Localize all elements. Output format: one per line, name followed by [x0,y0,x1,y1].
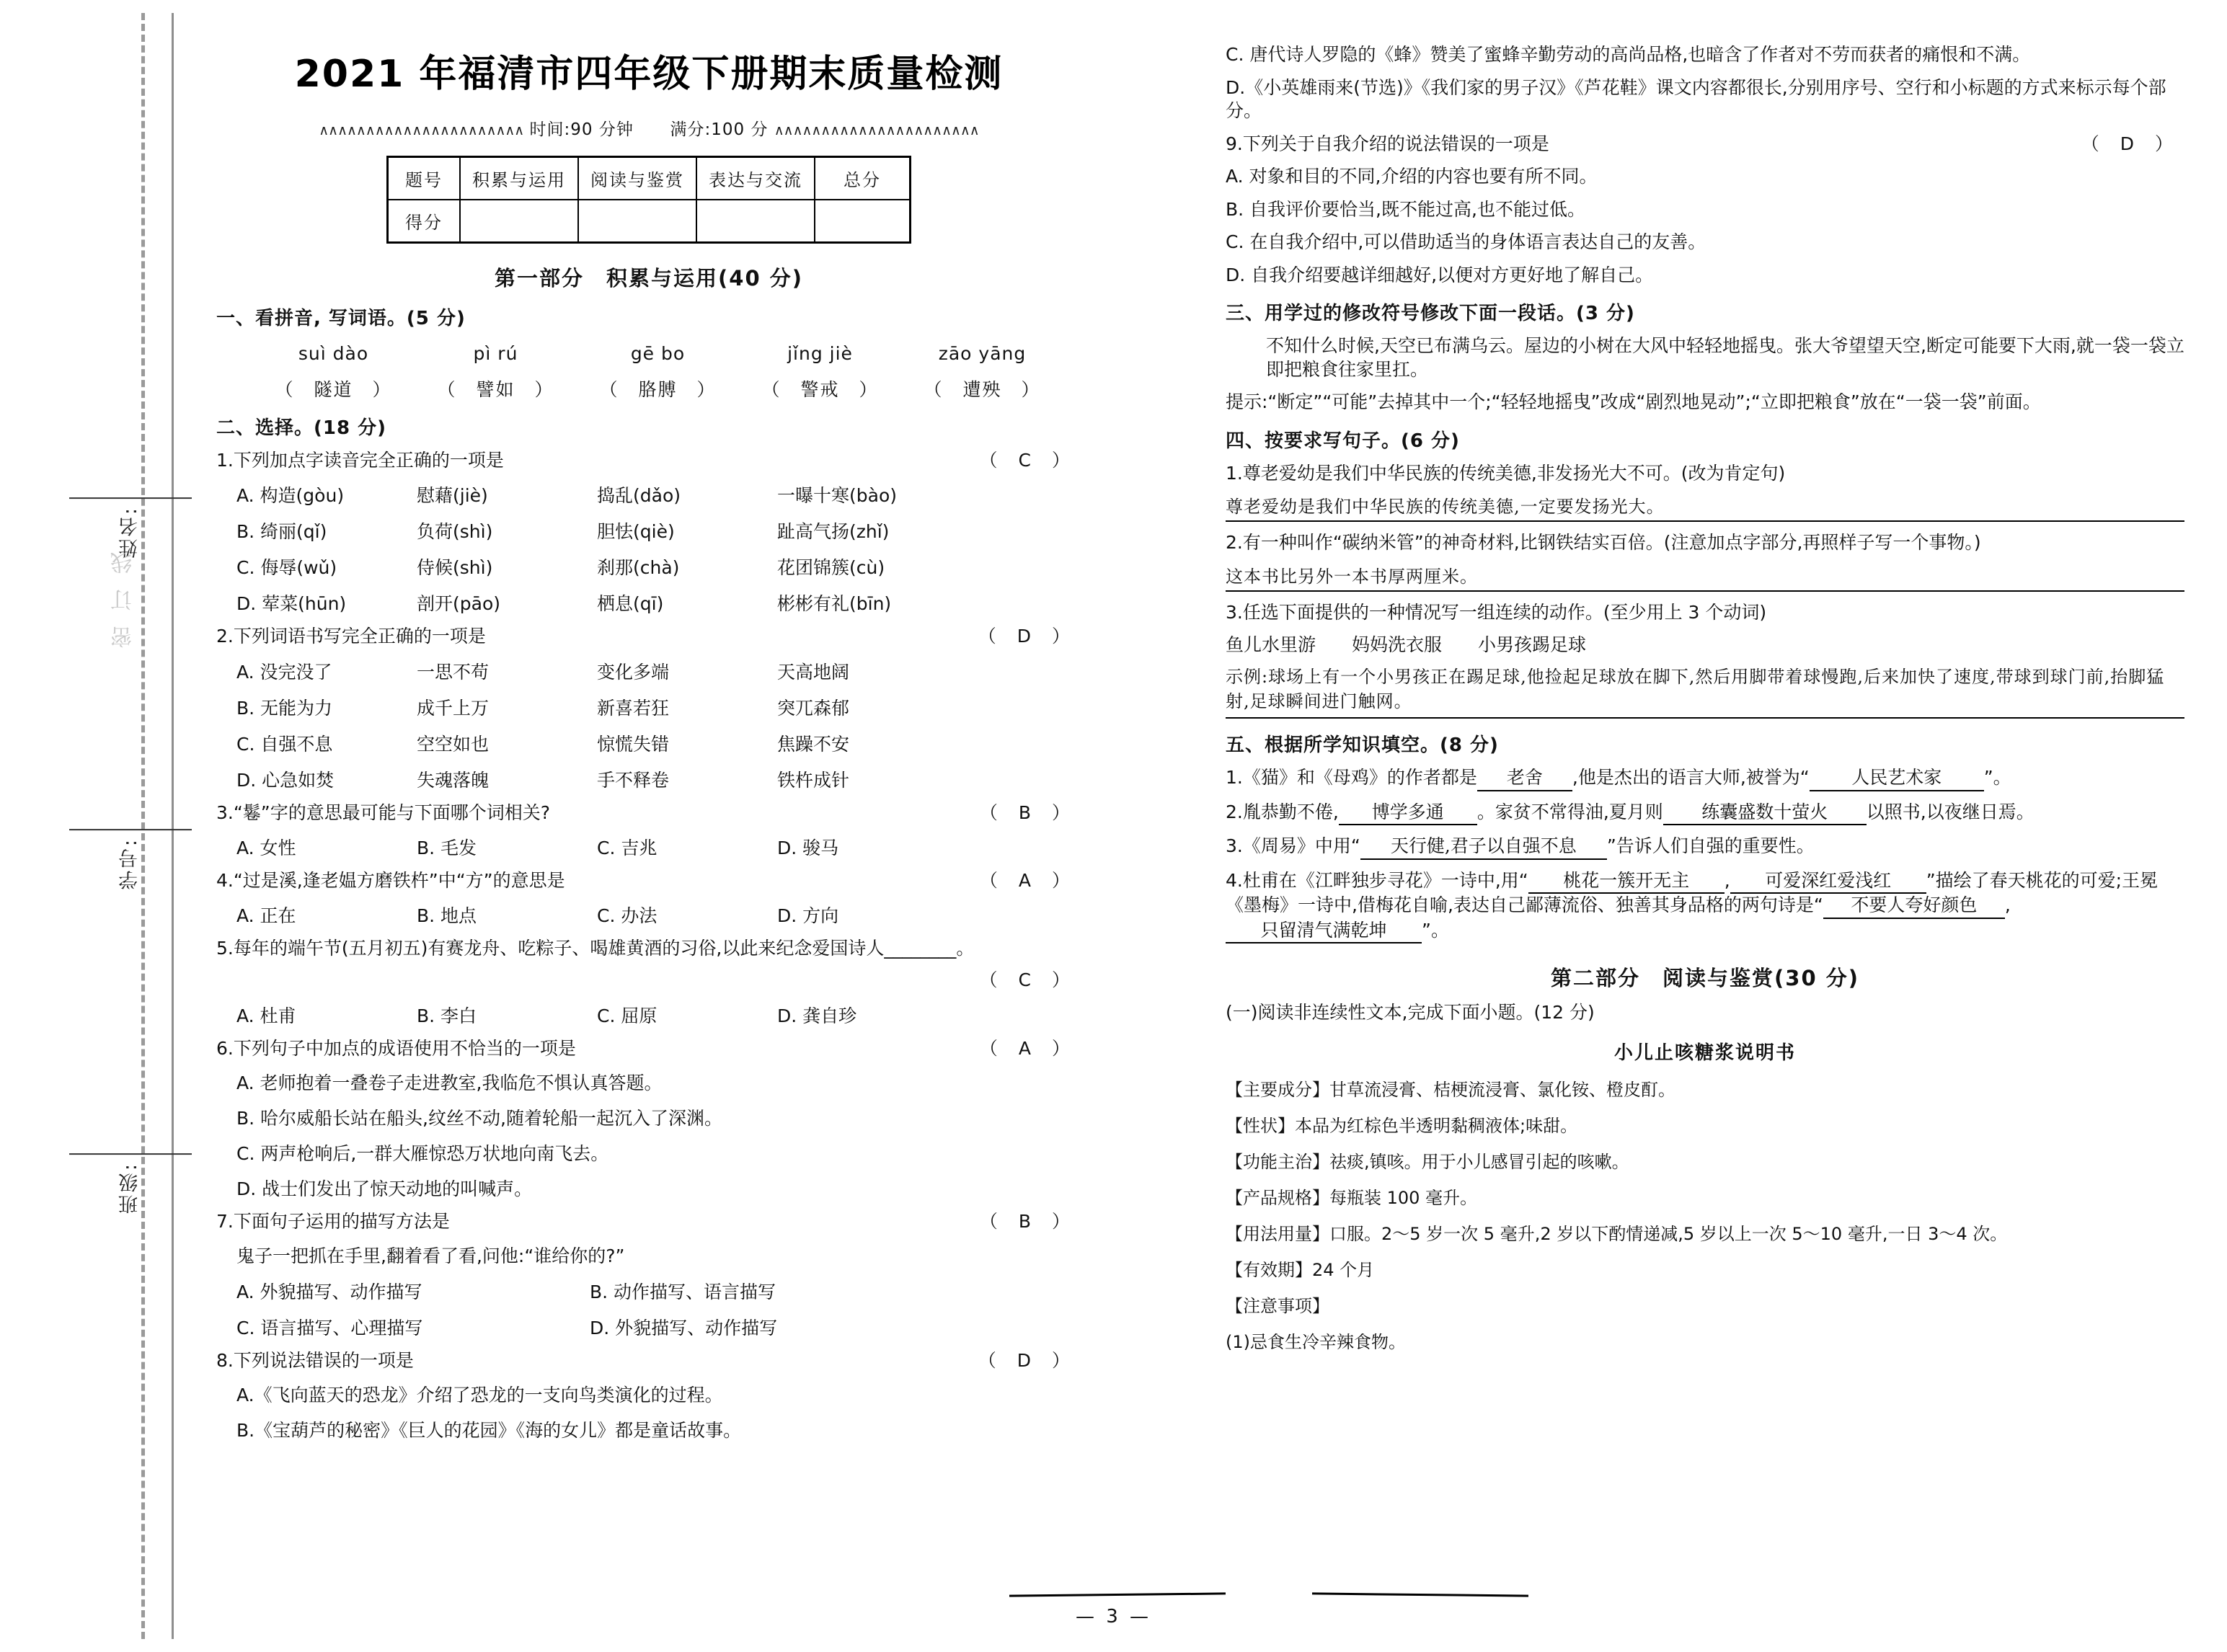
part2-heading: 第二部分 阅读与鉴赏(30 分) [1551,966,1859,991]
question-9-num: 9. [1226,133,1243,154]
section5-item-3-post: ”告诉人们自强的重要性。 [1606,835,1815,857]
option-1a-3[interactable]: 一曝十寒(bào) [777,485,897,507]
footer-rule-right [1312,1592,1528,1597]
section5-heading: 五、根据所学知识填空。(8 分) [1226,734,1499,757]
right-column [1226,43,2184,1353]
answer-word-4[interactable]: （ 遭殃 ） [924,379,1041,400]
section5-item-4-fill3[interactable]: 不要人夸好颜色 [1823,894,2005,919]
section5-item-4-fill2[interactable]: 可爱深红爱浅红 [1730,869,1926,894]
score-cell-2[interactable] [578,200,696,243]
section4-item-3-num: 3. [1226,601,1243,623]
option-2b-2[interactable]: 新喜若狂 [597,697,670,719]
question-5-num: 5. [216,938,234,959]
question-7-quote: 鬼子一把抓在手里,翻着看了看,问他:“谁给你的?” [236,1245,625,1266]
wave-decoration-right: ∧∧∧∧∧∧∧∧∧∧∧∧∧∧∧∧∧∧∧∧∧∧ [774,123,979,138]
section5-item-1 [1226,766,2184,791]
section5-item-1-num: 1. [1226,767,1243,789]
option-6-3[interactable]: D. 战士们发出了惊天动地的叫喊声。 [236,1178,533,1199]
section4-item-3-answer[interactable]: 示例:球场上有一个小男孩正在踢足球,他捡起足球放在脚下,然后用脚带着球慢跑,后来加快了速度,带球到球门前,抬脚猛射,足球瞬间进门触网。 [1226,665,2184,719]
question-6-stem: 下列句子中加点的成语使用不恰当的一项是 [233,1037,576,1059]
option-3-1[interactable]: B. 毛发 [417,837,477,858]
pinyin-2: gē bo [630,343,686,364]
score-cell-1[interactable] [460,200,578,243]
section5-item-4 [1226,869,2184,944]
question-7-options-row-b [216,1314,1081,1340]
score-header-1: 积累与运用 [460,157,578,200]
answer-word-3[interactable]: （ 警戒 ） [761,379,879,400]
answer-word-0[interactable]: （ 隧道 ） [275,379,392,400]
option-1b-2[interactable]: 胆怯(qiè) [597,521,675,543]
option-8-1[interactable]: B.《宝葫芦的秘密》《巨人的花园》《海的女儿》都是童话故事。 [236,1420,742,1442]
question-2-options-row-a [216,658,1081,684]
option-1a-0[interactable]: A. 构造(gòu) [236,485,345,507]
section4-item-2-prompt [1226,531,2184,555]
option-2b-3[interactable]: 突兀森郁 [777,697,850,719]
question-5-stem: 每年的端午节(五月初五)有赛龙舟、吃粽子、喝雄黄酒的习俗,以此来纪念爱国诗人________。 [233,938,975,959]
question-2-options-row-d [216,766,1081,792]
section3-paragraph[interactable]: 不知什么时候,天空已布满乌云。屋边的小树在大风中轻轻地摇曳。张大爷望望天空,断定可能要下大雨,就一袋一袋立即把粮食往家里扛。 [1266,335,2184,380]
option-1a-1[interactable]: 慰藉(jiè) [417,485,488,507]
question-3-num: 3. [216,801,234,823]
option-1d-0[interactable]: D. 荤菜(hūn) [236,593,347,615]
field-student-id-label: 学号: [119,838,141,890]
section5-item-4-mid2: , [2004,894,2011,916]
option-7b-0[interactable]: C. 语言描写、心理描写 [236,1318,423,1338]
question-6-answer[interactable]: （ A ） [979,1037,1071,1059]
option-1d-2[interactable]: 栖息(qī) [597,593,664,615]
question-8-stem: 下列说法错误的一项是 [233,1350,414,1371]
option-1b-1[interactable]: 负荷(shì) [417,521,493,543]
section5-item-4-num: 4. [1226,869,1243,891]
option-9-0[interactable]: A. 对象和目的不同,介绍的内容也要有所不同。 [1226,166,1598,187]
question-1-options-row-c [216,554,1081,579]
medicine-line-6: 【注意事项】 [1226,1295,1329,1316]
answer-word-row [216,376,1081,401]
option-2a-0[interactable]: A. 没完没了 [236,661,332,683]
option-6-0[interactable]: A. 老师抱着一叠卷子走进教室,我临危不惧认真答题。 [236,1072,663,1093]
question-5-options [216,1002,1081,1028]
section3-heading: 三、用学过的修改符号修改下面一段话。(3 分) [1226,303,1635,324]
section5-item-4-post2: ”。 [1422,919,1449,941]
question-6-num: 6. [216,1037,234,1059]
section5-item-2-fill2[interactable]: 练囊盛数十萤火 [1663,801,1867,826]
section5-item-4-mid: , [1724,869,1730,891]
field-student-id [69,829,177,889]
medicine-line-5: 【有效期】24 个月 [1226,1259,1375,1280]
question-2-options-row-b [216,694,1081,720]
option-2a-2[interactable]: 变化多端 [597,661,670,683]
question-5-answer[interactable]: （ C ） [979,969,1071,991]
section5-item-2-num: 2. [1226,801,1243,822]
option-1c-3[interactable]: 花团锦簇(cù) [777,557,885,579]
question-7-num: 7. [216,1210,234,1232]
section4-item-1-prompt [1226,462,2184,486]
question-9-answer[interactable]: （ D ） [2081,133,2174,154]
option-6-1[interactable]: B. 哈尔威船长站在船头,纹丝不动,随着轮船一起沉入了深渊。 [236,1107,722,1129]
section5-item-4-pre: 杜甫在《江畔独步寻花》一诗中,用“ [1242,869,1528,891]
section4-item-3-prompt [1226,601,2184,625]
question-5-answer-row [216,969,1081,991]
option-2c-2[interactable]: 惊慌失错 [597,733,670,755]
binding-dashed-line [141,13,145,1639]
option-2c-1[interactable]: 空空如也 [417,733,490,755]
option-5-2[interactable]: C. 屈原 [597,1005,658,1026]
option-7a-1[interactable]: B. 动作描写、语言描写 [590,1282,776,1302]
section3-hint: 提示:“断定”“可能”去掉其中一个;“轻轻地摇曳”改成“剧烈地晃动”;“立即把粮食”放在“一袋一袋”前面。 [1226,391,2041,412]
section4-heading: 四、按要求写句子。(6 分) [1226,430,1460,452]
option-3-2[interactable]: C. 吉兆 [597,837,658,858]
option-3-3[interactable]: D. 骏马 [777,837,839,858]
question-9-stem: 下列关于自我介绍的说法错误的一项是 [1242,133,1549,154]
question-3 [216,801,1081,824]
question-4-answer[interactable]: （ A ） [979,869,1071,891]
field-name-label: 姓名: [119,506,141,559]
option-1a-2[interactable]: 捣乱(dǎo) [597,485,681,507]
question-4-num: 4. [216,869,234,891]
section5-item-2-mid: 。家贫不常得油,夏月则 [1476,801,1663,822]
pinyin-3: jǐng jiè [787,343,853,364]
question-8-answer[interactable]: （ D ） [978,1350,1071,1371]
question-1 [216,449,1081,471]
section5-item-1-mid: ,他是杰出的语言大师,被誉为“ [1572,767,1810,789]
section5-item-2-post: 以照书,以夜继日焉。 [1866,801,2035,822]
option-7a-0[interactable]: A. 外貌描写、动作描写 [236,1282,422,1302]
question-6 [216,1037,1081,1060]
option-2a-3[interactable]: 天高地阔 [777,661,850,683]
section5-item-3-num: 3. [1226,835,1243,857]
seal-line-watermark: 密 订 线 [111,548,136,649]
pinyin-0: suì dào [298,343,369,364]
section5-item-3-pre: 《周易》中用“ [1242,835,1360,857]
section5-item-1-post: ”。 [1983,767,2011,789]
exam-total-score: 满分:100 分 [670,120,769,139]
table-row [388,157,911,200]
question-7-stem: 下面句子运用的描写方法是 [233,1210,450,1232]
answer-word-2[interactable]: （ 胳膊 ） [599,379,717,400]
section5-item-1-fill2[interactable]: 人民艺术家 [1810,766,1984,791]
section5-item-3-fill1[interactable]: 天行健,君子以自强不息 [1360,835,1607,860]
question-1-options-row-a [216,481,1081,507]
question-7-options-row-a [216,1278,1081,1304]
question-3-stem: “鬈”字的意思最可能与下面哪个词相关? [233,801,551,823]
section5-item-2-pre: 胤恭勤不倦, [1242,801,1339,822]
option-6-2[interactable]: C. 两声枪响后,一群大雁惊恐万状地向南飞去。 [236,1142,609,1164]
pinyin-row [216,343,1081,364]
option-2d-2[interactable]: 手不释卷 [597,769,670,791]
section5-item-4-post: ”描绘了春天桃花的可爱;王冕《墨梅》一诗中,借梅花自喻,表达自己鄙薄流俗、独善其身品格的两句诗是“ [1226,869,2159,916]
page-number: — 3 — [1075,1606,1152,1627]
option-2b-1[interactable]: 成千上万 [417,697,490,719]
option-1d-1[interactable]: 剖开(pāo) [417,593,500,615]
section5-item-3 [1226,835,2184,860]
question-3-answer[interactable]: （ B ） [979,801,1071,823]
section4-item-1-answer[interactable]: 尊老爱幼是我们中华民族的传统美德,一定要发扬光大。 [1226,492,2184,522]
option-2c-3[interactable]: 焦躁不安 [777,733,850,755]
option-8-0[interactable]: A.《飞向蓝天的恐龙》介绍了恐龙的一支向鸟类演化的过程。 [236,1385,723,1406]
section4-item-2-answer[interactable]: 这本书比另外一本书厚两厘米。 [1226,562,2184,592]
score-row-label: 得分 [388,200,461,243]
question-2-num: 2. [216,626,234,647]
medicine-line-2: 【功能主治】祛痰,镇咳。用于小儿感冒引起的咳嗽。 [1226,1151,1629,1172]
option-8-3[interactable]: D.《小英雄雨来(节选)》《我们家的男子汉》《芦花鞋》课文内容都很长,分别用序号、空行和小标题的方式来标示每个部分。 [1226,76,2166,121]
field-class [69,1153,177,1214]
exam-time: 时间:90 分钟 [529,120,634,139]
pinyin-4: zāo yāng [938,343,1027,364]
section5-item-4-fill1[interactable]: 桃花一簇开无主 [1528,869,1725,894]
medicine-line-4: 【用法用量】口服。2～5 岁一次 5 毫升,2 岁以下酌情递减,5 岁以上一次 5～10 毫升,一日 3～4 次。 [1226,1223,2008,1244]
question-1-answer[interactable]: （ C ） [979,450,1071,471]
section4-item-3-choices[interactable]: 鱼儿水里游 妈妈洗衣服 小男孩踢足球 [1226,634,1587,655]
option-9-1[interactable]: B. 自我评价要恰当,既不能过高,也不能过低。 [1226,198,1585,220]
option-2d-0[interactable]: D. 心急如焚 [236,769,335,791]
section2-heading: 二、选择。(18 分) [216,417,386,439]
score-header-3: 表达与交流 [696,157,815,200]
question-7-answer[interactable]: （ B ） [979,1210,1071,1232]
option-2d-1[interactable]: 失魂落魄 [417,769,490,791]
question-1-options-row-b [216,518,1081,543]
section4-item-2-text: 有一种叫作“碳纳米管”的神奇材料,比钢铁结实百倍。(注意加点字部分,再照样子写一个事物。) [1242,532,1981,553]
medicine-line-3: 【产品规格】每瓶装 100 毫升。 [1226,1187,1478,1208]
option-1c-0[interactable]: C. 侮辱(wǔ) [236,557,337,579]
field-class-label: 班级: [119,1162,141,1214]
question-4 [216,869,1081,892]
option-7b-1[interactable]: D. 外貌描写、动作描写 [590,1318,778,1338]
option-2c-0[interactable]: C. 自强不息 [236,733,333,755]
page-title: 2021 年福清市四年级下册期末质量检测 [294,53,1004,96]
medicine-doc-title: 小儿止咳糖浆说明书 [1613,1042,1796,1064]
option-1b-3[interactable]: 趾高气扬(zhǐ) [777,521,890,543]
option-4-0[interactable]: A. 正在 [236,905,296,926]
option-8-2[interactable]: C. 唐代诗人罗隐的《蜂》赞美了蜜蜂辛勤劳动的高尚品格,也暗含了作者对不劳而获者的痛恨和不满。 [1226,44,2031,65]
section5-item-1-fill1[interactable]: 老舍 [1477,766,1572,791]
option-9-2[interactable]: C. 在自我介绍中,可以借助适当的身体语言表达自己的友善。 [1226,231,1706,252]
question-2-options-row-c [216,730,1081,756]
option-2a-1[interactable]: 一思不苟 [417,661,490,683]
question-1-options-row-d [216,590,1081,616]
option-4-1[interactable]: B. 地点 [417,905,477,926]
table-row [388,200,911,243]
option-3-0[interactable]: A. 女性 [236,837,296,858]
medicine-line-0: 【主要成分】甘草流浸膏、桔梗流浸膏、氯化铵、橙皮酊。 [1226,1079,1675,1100]
question-3-options [216,834,1081,860]
question-2-answer[interactable]: （ D ） [978,626,1071,647]
section4-item-2-num: 2. [1226,532,1243,553]
score-cell-4[interactable] [815,200,911,243]
option-5-1[interactable]: B. 李白 [417,1005,477,1026]
pinyin-1: pì rú [473,343,518,364]
part1-heading: 第一部分 积累与运用(40 分) [495,266,803,290]
question-2 [216,625,1081,647]
question-4-stem: “过是溪,逢老媪方磨铁杵”中“方”的意思是 [233,869,565,891]
question-1-stem: 下列加点字读音完全正确的一项是 [233,450,504,471]
section4-item-3-text: 任选下面提供的一种情况写一组连续的动作。(至少用上 3 个动词) [1242,601,1767,623]
question-9 [1226,133,2184,156]
option-5-0[interactable]: A. 杜甫 [236,1005,296,1026]
question-2-stem: 下列词语书写完全正确的一项是 [233,626,486,647]
question-8 [216,1349,1081,1372]
option-1d-3[interactable]: 彬彬有礼(bīn) [777,593,892,615]
score-table-wrapper [216,156,1081,244]
question-4-options [216,902,1081,928]
medicine-line-1: 【性状】本品为红棕色半透明黏稠液体;味甜。 [1226,1115,1578,1136]
section4-item-1-num: 1. [1226,462,1243,484]
binding-solid-line [172,13,174,1639]
score-table [386,156,911,244]
part2-sub-heading: (一)阅读非连续性文本,完成下面小题。(12 分) [1226,1002,1595,1023]
section5-item-1-pre: 《猫》和《母鸡》的作者都是 [1242,767,1477,789]
option-4-3[interactable]: D. 方向 [777,905,839,926]
section5-item-2 [1226,801,2184,826]
option-1c-2[interactable]: 刹那(chà) [597,557,680,579]
option-1c-1[interactable]: 侍候(shì) [417,557,493,579]
score-header-0: 题号 [388,157,461,200]
question-1-num: 1. [216,450,234,471]
section4-item-1-text: 尊老爱幼是我们中华民族的传统美德,非发扬光大不可。(改为肯定句) [1242,462,1786,484]
section5-item-2-fill1[interactable]: 博学多通 [1339,801,1477,826]
answer-word-1[interactable]: （ 譬如 ） [437,379,554,400]
score-header-2: 阅读与鉴赏 [578,157,696,200]
section1-heading: 一、看拼音, 写词语。(5 分) [216,308,466,329]
exam-subtitle [216,116,1081,140]
medicine-line-7: (1)忌食生冷辛辣食物。 [1226,1331,1406,1352]
question-7 [216,1210,1081,1233]
wave-decoration-left: ∧∧∧∧∧∧∧∧∧∧∧∧∧∧∧∧∧∧∧∧∧∧ [319,123,524,138]
section5-item-4-fill4[interactable]: 只留清气满乾坤 [1226,919,1422,944]
score-header-4: 总分 [815,157,911,200]
option-9-3[interactable]: D. 自我介绍要越详细越好,以便对方更好地了解自己。 [1226,264,1654,285]
option-1b-0[interactable]: B. 绮丽(qǐ) [236,521,327,543]
option-4-2[interactable]: C. 办法 [597,905,658,926]
option-5-3[interactable]: D. 龚自珍 [777,1005,857,1026]
question-8-num: 8. [216,1350,234,1371]
score-cell-3[interactable] [696,200,815,243]
question-5 [216,937,1081,959]
option-2b-0[interactable]: B. 无能为力 [236,697,333,719]
option-2d-3[interactable]: 铁杵成针 [777,769,850,791]
footer-rule-left [1009,1592,1226,1597]
left-column [216,0,1081,1442]
